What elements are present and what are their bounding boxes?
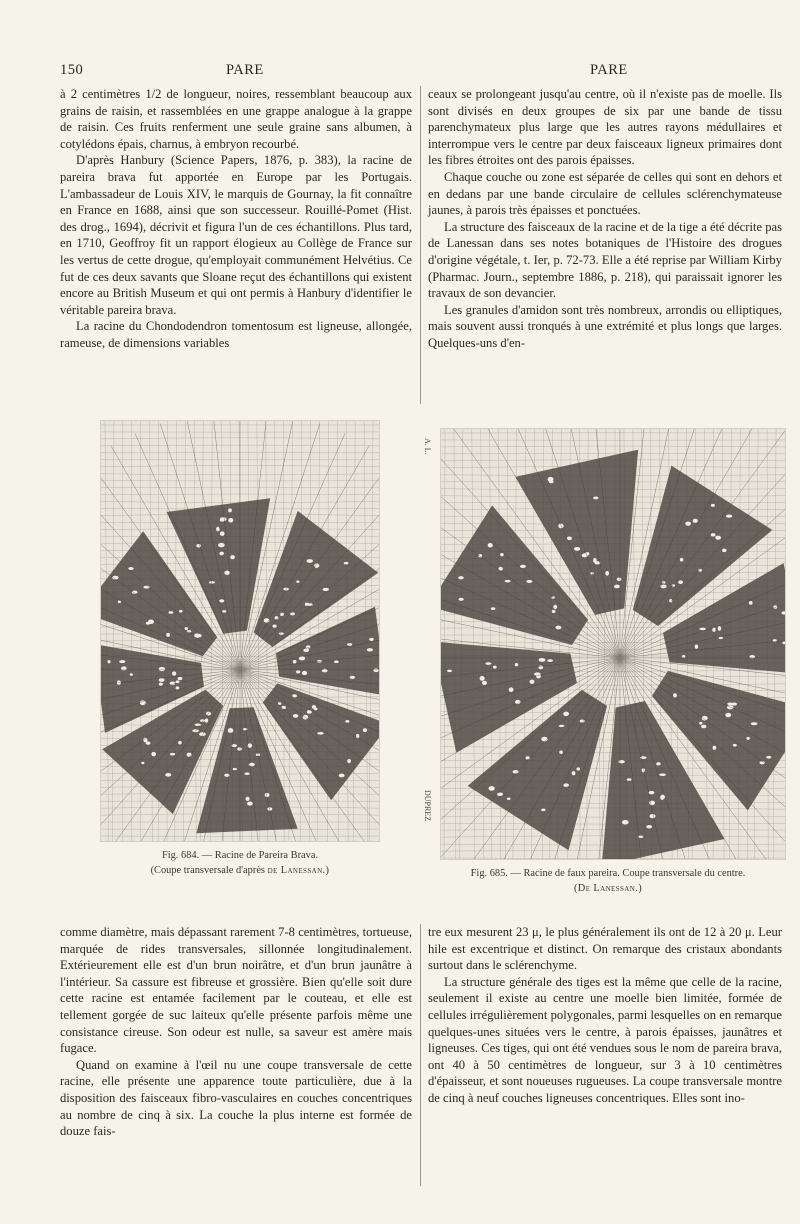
paragraph: Chaque couche ou zone est séparée de celles qui sont en dehors et en dedans par une bande circulaire de cellules sclérenchymateuse jaunes, à parois très épaisses et ponctuées. (428, 169, 782, 218)
figure-684-caption-title: Fig. 684. — Racine de Pareira Brava. (161, 850, 319, 861)
paragraph: Quand on examine à l'œil nu une coupe transversale de cette racine, elle présente une apparence toute particulière, due à la disposition des faisceaux fibro-vasculaires en couches concentriques au nombre de cinq à six. La couche la plus interne est formée de douze fais- (60, 1057, 412, 1139)
paragraph: tre eux mesurent 23 μ, le plus généralement ils ont de 12 à 20 μ. Leur hile est excentrique et distinct. On remarque des cristaux abondants surtout dans le sclérenchyme. (428, 925, 782, 973)
running-title-left: PARE (226, 62, 264, 78)
right-column-top (428, 86, 782, 352)
right-column-bottom (428, 924, 782, 1107)
paragraph: ceaux se prolongeant jusqu'au centre, où il n'existe pas de moelle. Ils sont divisés en deux groupes de six par une bande de tissu parenchymateux plus large que les autres rayons médullaires et interrompue vers le centre par deux faisceaux ligneux primaires dont les fibres étroites ont des parois épaisses. (428, 87, 782, 168)
running-title-right: PARE (590, 62, 628, 78)
figure-685-stem-section-engraving (440, 428, 786, 860)
paragraph: à 2 centimètres 1/2 de longueur, noires, ressemblant beaucoup aux grains de raisin, et rassemblées en une grappe analogue à la grappe de raisin. Ces fruits renferment une seule graine sans albumen, à cotylédons épais, charnus, à embryon recourbé. (60, 87, 412, 151)
left-column-bottom (60, 924, 412, 1140)
figure-685-caption-credit: (De Lanessan.) (573, 883, 643, 894)
figure-684-caption (60, 848, 420, 878)
paragraph: Les granules d'amidon sont très nombreux, arrondis ou elliptiques, mais souvent aussi tronqués à une extrémité et plus longs que larges. Quelques-uns d'en- (428, 302, 782, 350)
paragraph: La racine du Chondodendron tomentosum est ligneuse, allongée, rameuse, de dimensions variables (60, 319, 412, 350)
caption-credit-author: de Lanessan.) (267, 865, 330, 876)
left-column-top (60, 86, 412, 352)
paragraph: D'après Hanbury (Science Papers, 1876, p. 383), la racine de pareira brava fut apportée en Europe par les Portugais. L'ambassadeur de Louis XIV, le marquis de Gournay, la fit connaître en France en 1688, ainsi que son successeur. Rouillé-Pomet (Hist. des drog., 1694), décrivit et figura l'un de ces échantillons. Plus tard, en 1710, Geoffroy fit un rapport élogieux au Collège de France sur les vertus de cette drogue, qu'employait communément Helvétius. Ce fut de ces deux savants que Sloane reçut des échantillons qui existent encore au British Museum et qui ont permis à Hanbury d'identifier le véritable pareira brava. (60, 153, 412, 317)
page-number: 150 (60, 62, 84, 78)
paragraph: La structure des faisceaux de la racine et de la tige a été décrite pas de Lanessan dans ses notes botaniques de l'Histoire des drogues d'origine végétale, t. Ier, p. 72-73. Elle a été reprise par William Kirby (Pharmac. Journ., septembre 1886, p. 218), qui paraissait ignorer les travaux de son devancier. (428, 219, 782, 301)
paragraph: La structure générale des tiges est la même que celle de la racine, seulement il existe au centre une moelle bien limitée, formée de cellules irrégulièrement polygonales, parmi lesquelles on en remarque quelques-unes situées vers le centre, à parois épaisses, jaunâtres et ligneuses. Ces tiges, qui ont été vendues sous le nom de pareira brava, ont 40 à 50 centimètres de longueur, sur 3 à 10 centimètres d'épaisseur, et sont noueuses rugueuses. La coupe transversale montre de cinq à neuf couches ligneuses concentriques. Elles sont ino- (428, 974, 782, 1105)
paragraph: comme diamètre, mais dépassant rarement 7-8 centimètres, tortueuse, marquée de rides transversales, sillonnée longitudinalement. Extérieurement elle est d'un brun noirâtre, et d'un brun jaunâtre à l'intérieur. Sa cassure est fibreuse et grossière. Bien qu'elle soit dure cette racine est entamée facilement par le couteau, et elle est tellement gorgée de suc laiteux qu'elle présente parfois même une consistance cireuse. Son odeur est nulle, sa saveur est amère mais fugace. (60, 925, 412, 1056)
engraver-signature: DUPREZ (423, 790, 432, 822)
engraver-initials: A. L. (423, 438, 432, 455)
figure-684-root-section-engraving (100, 420, 380, 842)
figure-685-caption (428, 866, 788, 896)
caption-credit-prefix: (Coupe transversale d'après (150, 865, 265, 876)
figure-684-caption-credit (60, 863, 420, 878)
figure-685-caption-title: Fig. 685. — Racine de faux pareira. Coupe transversale du centre. (470, 868, 746, 879)
column-rule-bottom (420, 924, 421, 1186)
column-rule-top (420, 86, 421, 404)
